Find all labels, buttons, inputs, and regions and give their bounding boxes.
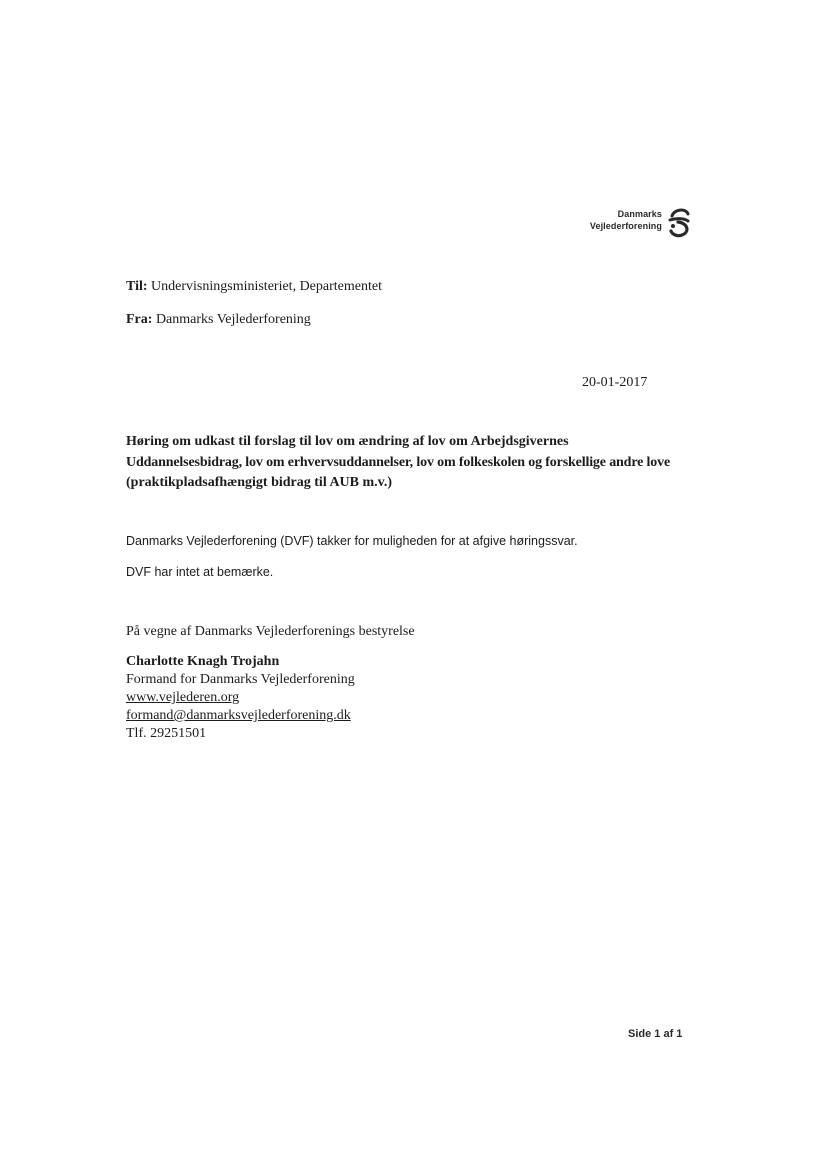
phone-number: Tlf. 29251501: [126, 726, 207, 741]
logo-mark-icon: [666, 206, 692, 238]
subject-line-1: Høring om udkast til forslag til lov om ændring af lov om Arbejdsgivernes: [126, 434, 569, 449]
body-paragraph-2: DVF har intet at bemærke.: [126, 565, 274, 579]
document-date: 20-01-2017: [582, 375, 648, 390]
subject-line-3: (praktikpladsafhængigt bidrag til AUB m.v.): [126, 475, 393, 490]
recipient-label: Til:: [126, 279, 148, 294]
recipient-line: [126, 278, 382, 296]
sender-label: Fra:: [126, 312, 153, 327]
email-link[interactable]: formand@danmarksvejlederforening.dk: [126, 708, 351, 723]
subject-line-2: Uddannelsesbidrag, lov om erhvervsuddannelser, lov om folkeskolen og forskellige andre love: [126, 455, 671, 470]
logo-line-1: Danmarks: [617, 209, 662, 219]
page-number: Side 1 af 1: [628, 1028, 683, 1040]
recipient-value: Undervisningsministeriet, Departementet: [151, 279, 382, 294]
logo-text: [590, 208, 662, 232]
sender-line: [126, 311, 311, 329]
on-behalf-line: På vegne af Danmarks Vejlederforenings bestyrelse: [126, 624, 415, 639]
signatory-name: Charlotte Knagh Trojahn: [126, 654, 280, 669]
body-paragraph-1: Danmarks Vejlederforening (DVF) takker for muligheden for at afgive høringssvar.: [126, 534, 578, 548]
logo-line-2: Vejlederforening: [589, 221, 662, 231]
signatory-title: Formand for Danmarks Vejlederforening: [126, 672, 355, 687]
organization-logo: [560, 206, 700, 246]
website-link[interactable]: www.vejlederen.org: [126, 690, 240, 705]
sender-value: Danmarks Vejlederforening: [155, 312, 311, 327]
